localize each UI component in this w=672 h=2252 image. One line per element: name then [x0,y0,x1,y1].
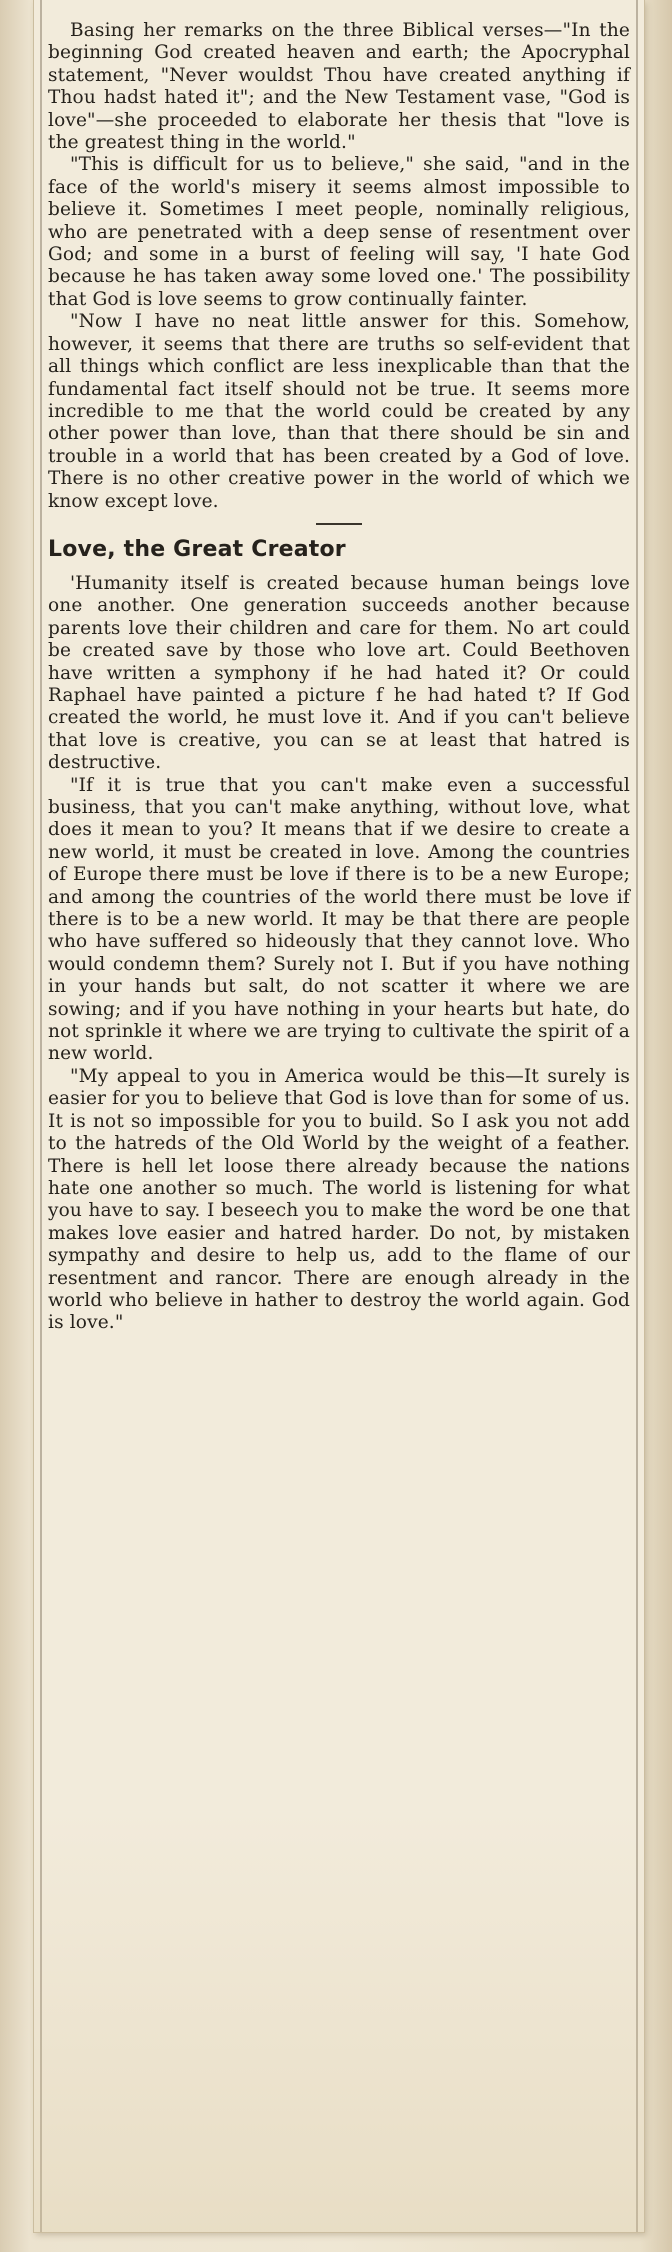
article-column [48,20,630,1335]
section-subhead: Love, the Great Creator [48,536,346,562]
newspaper-clipping [34,0,644,2232]
article-paragraph: 'Humanity itself is created because human beings love one another. One generation succeeds another because parents love their children and care for them. No art could be created save by those who love art. Could Beethoven have written a symphony if he had hated it? Or could Raphael have painted a picture f he had hated t? If God created the world, he must love it. And if you can't believe that love is creative, you can se at least that hatred is destructive. [48,572,630,774]
article-paragraph: "Now I have no neat little answer for this. Somehow, however, it seems that there are truths so self-evident that all things which conflict are less inexplicable than that the fundamental fact itself should not be true. It seems more incredible to me that the world could be created by any other power than love, than that there should be sin and trouble in a world that has been created by a God of love. There is no other creative power in the world of which we know except love. [48,311,630,512]
article-paragraph: "This is difficult for us to believe," she said, "and in the face of the world's misery it seems almost impossible to believe it. Sometimes I meet people, nominally religious, who are penetrated with a deep sense of resentment over God; and some in a burst of feeling will say, 'I hate God because he has taken away some loved one.' The possibility that God is love seems to grow continually fainter. [48,154,630,310]
article-paragraph: "If it is true that you can't make even a successful business, that you can't make anything, without love, what does it mean to you? It means that if we desire to create a new world, it must be created in love. Among the countries of Europe there must be love if there is to be a new Europe; and among the countries of the world there must be love if there is to be a new world. It may be that there are people who have suffered so hideously that they cannot love. Who would condemn them? Surely not I. But if you have nothing in your hands but salt, do not scatter it where we are sowing; and if you have nothing in your hearts but hate, do not sprinkle it where we are trying to cultivate the spirit of a new world. [48,774,630,1065]
article-paragraph: "My appeal to you in America would be this—It surely is easier for you to believe that God is love than for some of us. It is not so impossible for you to build. So I ask you not add to the hatreds of the Old World by the weight of a feather. There is hell let loose there already because the nations hate one another so much. The world is listening for what you have to say. I beseech you to make the word be one that makes love easier and hatred harder. Do not, by mistaken sympathy and desire to help us, add to the flame of our resentment and rancor. There are enough already in the world who believe in hather to destroy the world again. God is love." [48,1065,630,1334]
article-paragraph: Basing her remarks on the three Biblical verses—"In the beginning God created heaven and earth; the Apocryphal statement, "Never wouldst Thou have created anything if Thou hadst hated it"; and the New Testament vase, "God is love"—she proceeded to elaborate her thesis that "love is the greatest thing in the world." [48,20,630,154]
section-divider [316,523,362,525]
